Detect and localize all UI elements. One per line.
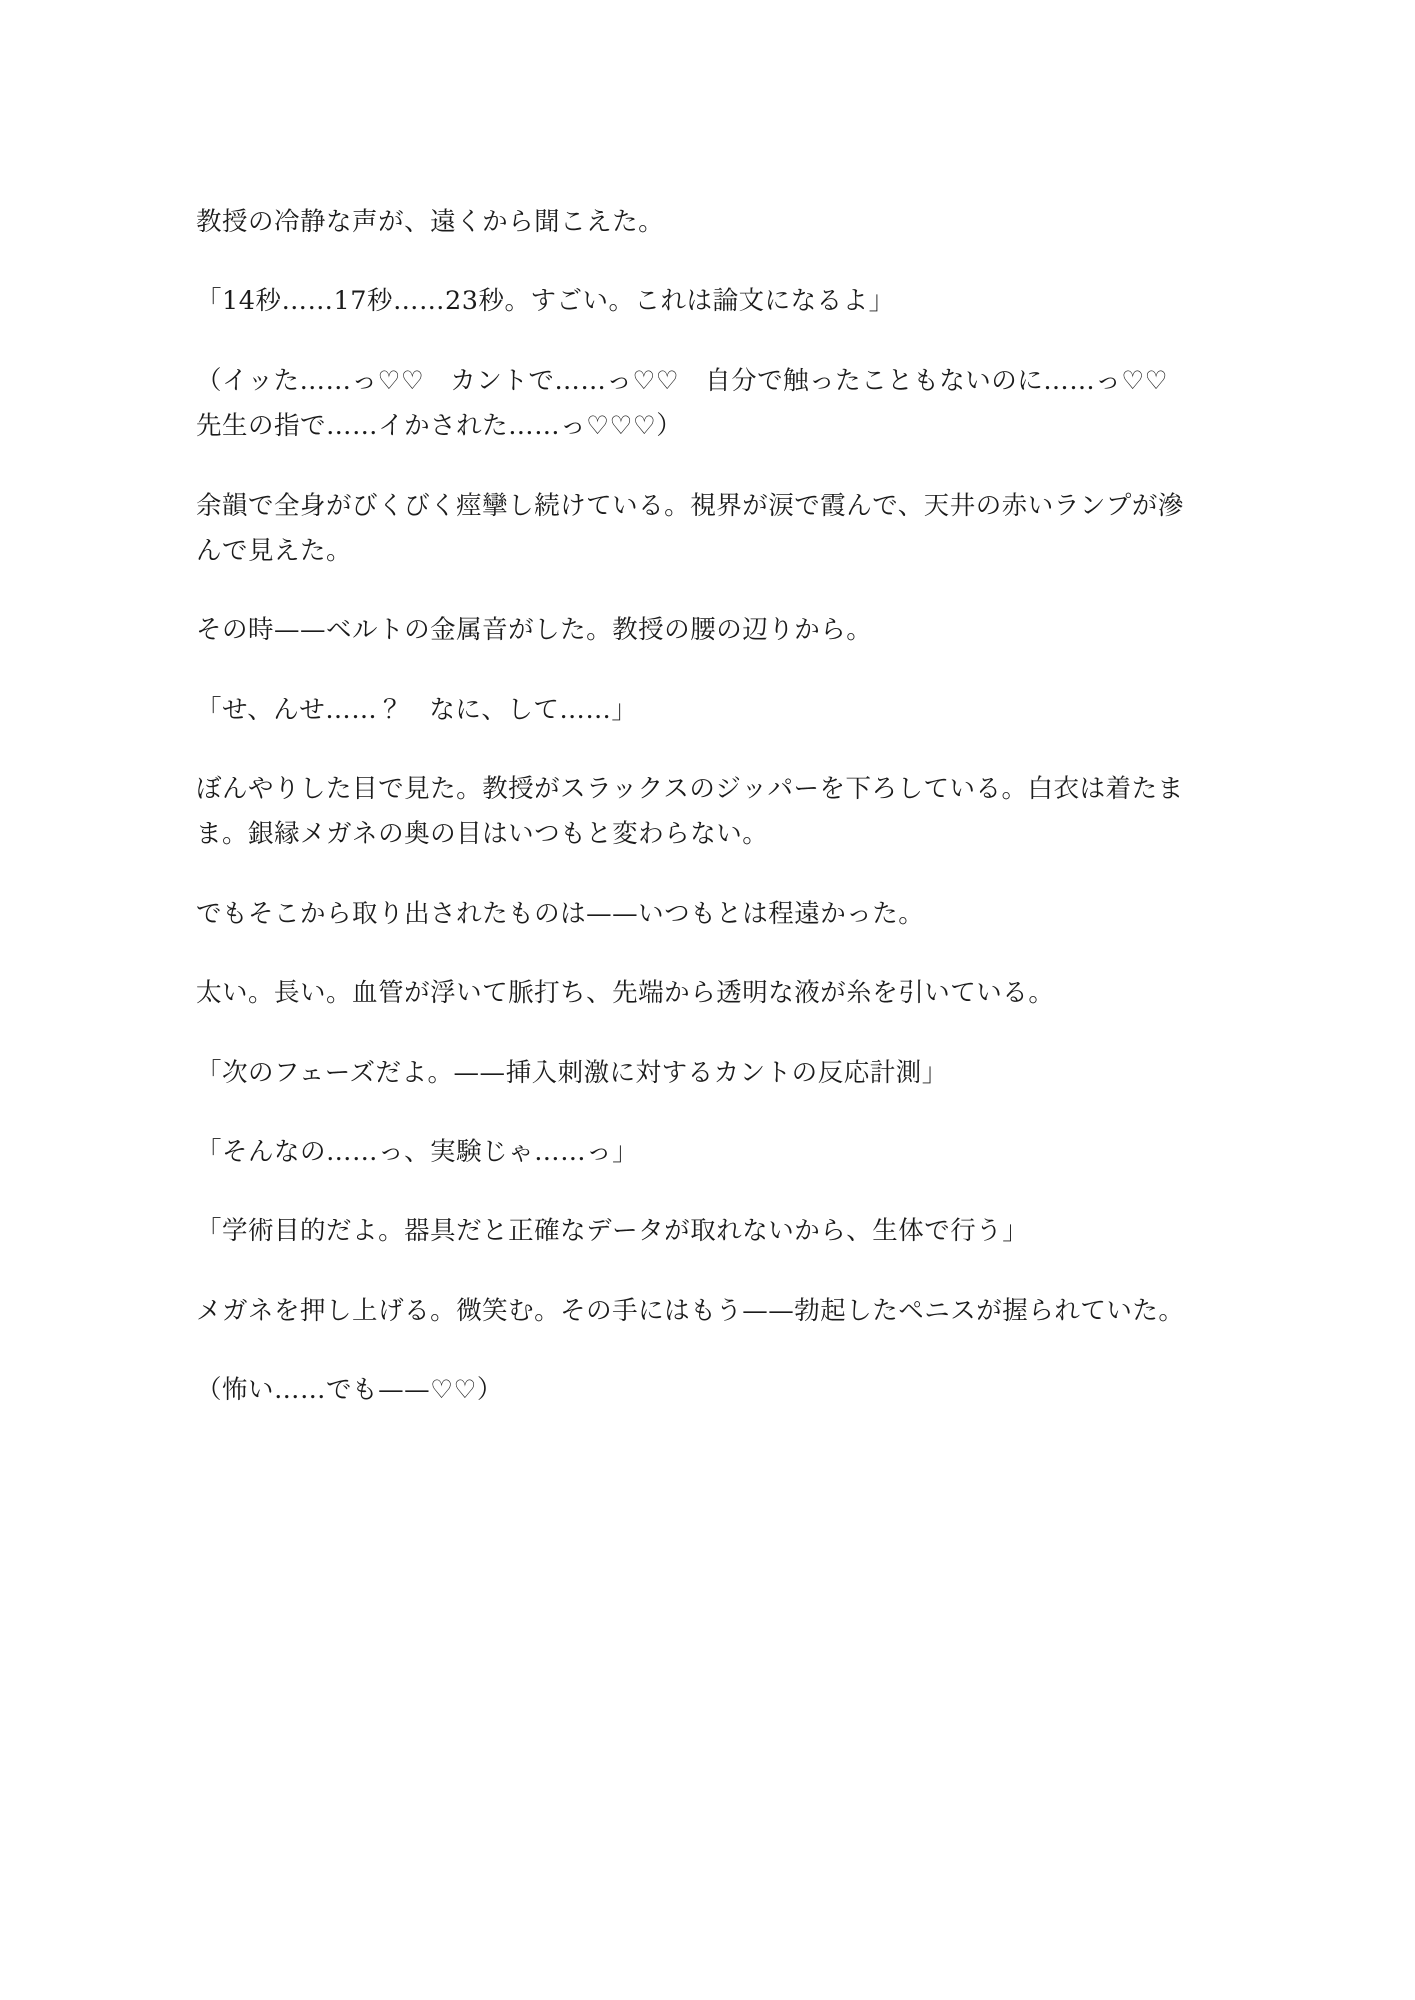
paragraph: その時——ベルトの金属音がした。教授の腰の辺りから。 — [196, 615, 873, 646]
paragraph: （怖い……でも——♡♡） — [196, 1375, 503, 1405]
paragraph: メガネを押し上げる。微笑む。その手にはもう——勃起したペニスが握られていた。 — [196, 1295, 1185, 1326]
paragraph: 「学術目的だよ。器具だと正確なデータが取れないから、生体で行う」 — [196, 1216, 1029, 1247]
paragraph: でもそこから取り出されたものは——いつもとは程遠かった。 — [196, 898, 925, 929]
paragraph: 「次のフェーズだよ。——挿入刺激に対するカントの反応計測」 — [196, 1057, 948, 1088]
paragraph: 「14秒……17秒……23秒。すごい。これは論文になるよ」 — [196, 286, 895, 317]
body-text-column — [196, 200, 1206, 1413]
paragraph: 「せ、んせ……？ なに、して……」 — [196, 694, 638, 725]
paragraph: ぼんやりした目で見た。教授がスラックスのジッパーを下ろしている。白衣は着たまま。銀縁メガネの奥の目はいつもと変わらない。 — [196, 774, 1184, 850]
paragraph: 余韻で全身がびくびく痙攣し続けている。視界が涙で霞んで、天井の赤いランプが滲んで見えた。 — [196, 490, 1184, 566]
paragraph: 教授の冷静な声が、遠くから聞こえた。 — [196, 207, 665, 237]
paragraph: 「そんなの……っ、実験じゃ……っ」 — [196, 1136, 639, 1167]
paragraph: 太い。長い。血管が浮いて脈打ち、先端から透明な液が糸を引いている。 — [196, 978, 1055, 1009]
paragraph: （イッた……っ♡♡ カントで……っ♡♡ 自分で触ったこともないのに……っ♡♡ 先生の指で……イかされた……っ♡♡♡） — [196, 365, 1195, 442]
